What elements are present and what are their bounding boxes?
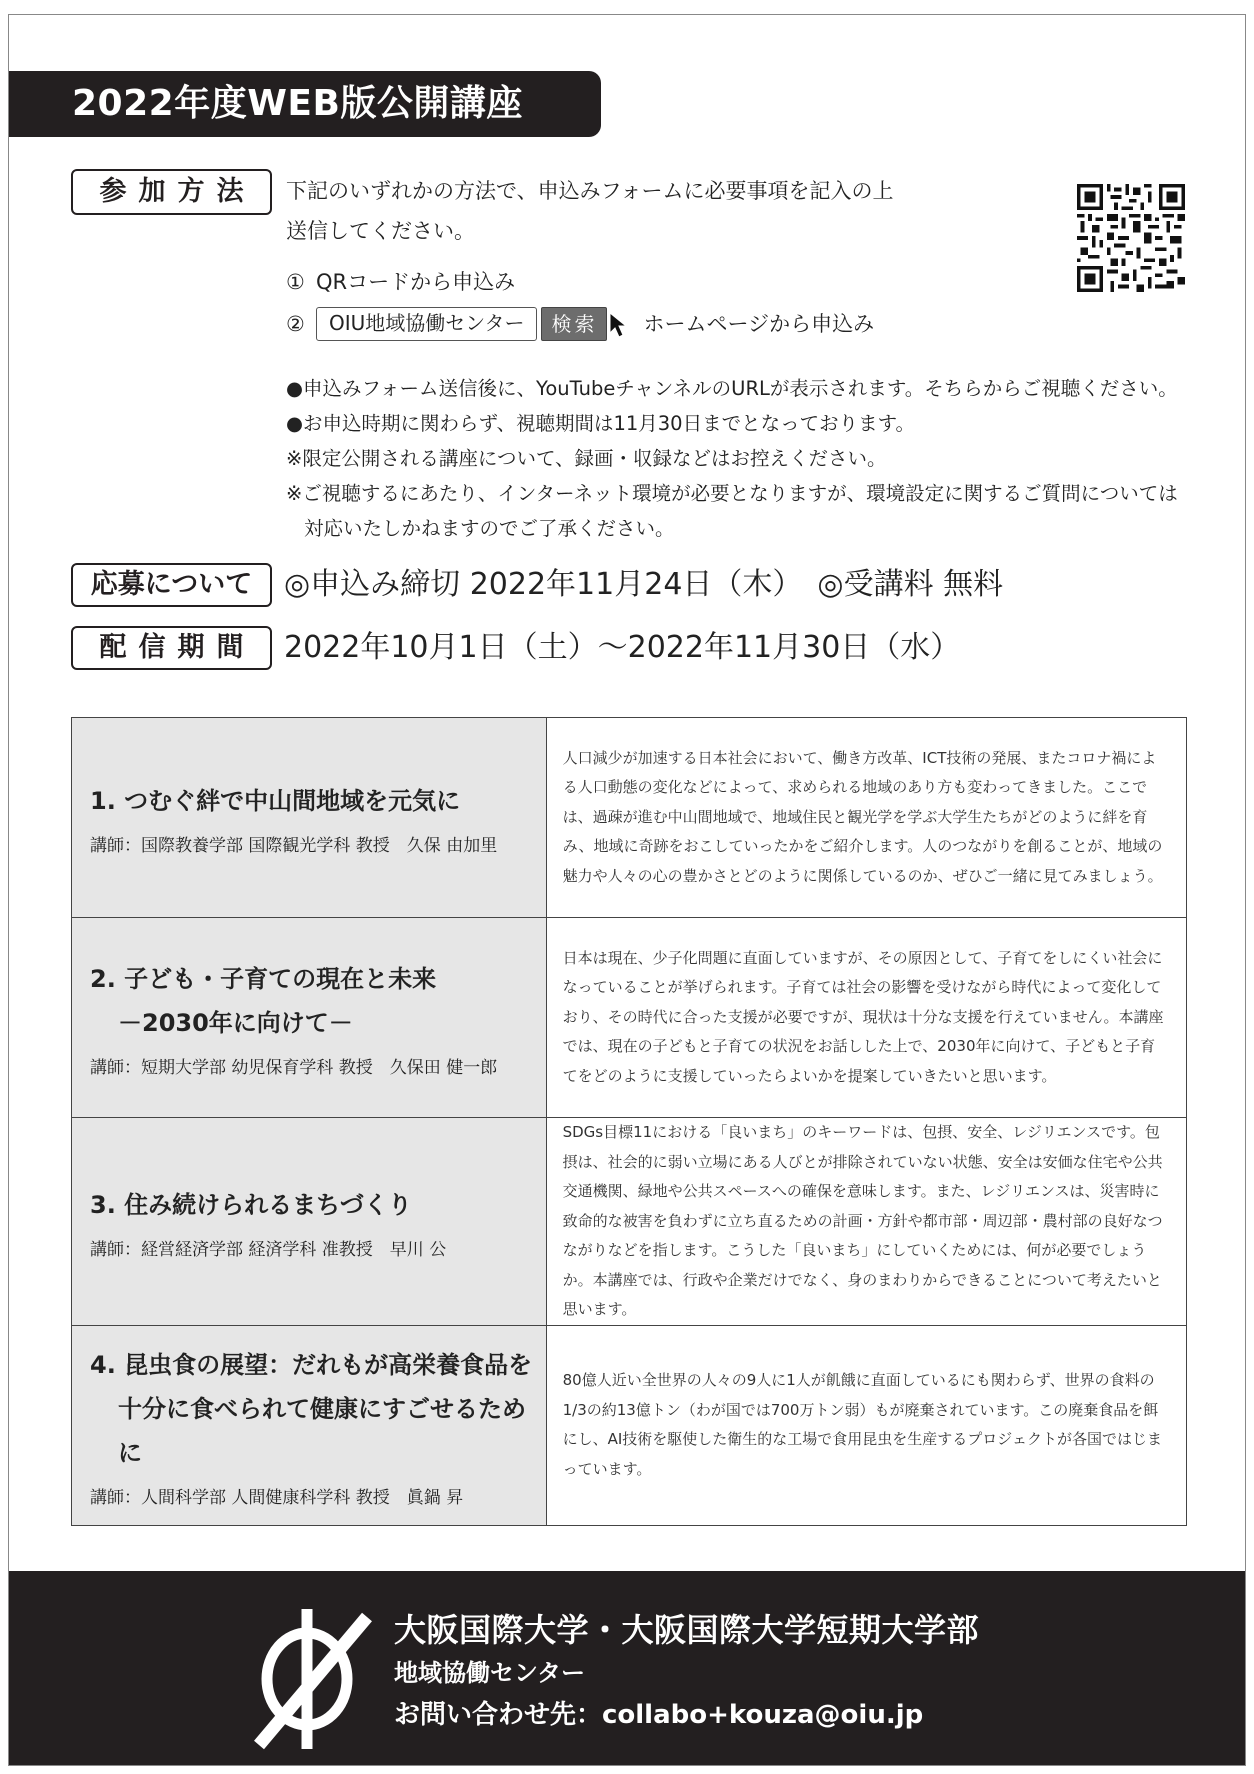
lecture-description: SDGs目標11における「良いまち」のキーワードは、包摂、安全、レジリエンスです。包摂は、社会的に弱い立場にある人びとが排除されていない状態、安全は安価な住宅や公共交通機関、緑地や公共スペースへの確保を意味します。また、レジリエンスは、災害時に致命的な被害を負わずに立ち直るための計画・方針や都市部・周辺部・農村部の良好なつながりなどを指します。こうした「良いまち」にしていくためには、何が必要でしょうか。本講座では、行政や企業だけでなく、身のまわりからできることについて考えたいと思います。 [546,1118,1186,1326]
lecture-title [90,957,546,1045]
streaming-period: 2022年10月1日（土）～2022年11月30日（水） [284,630,961,665]
participation-label: 参加方法 [71,169,272,215]
contact-email: お問い合わせ先：collabo+kouza@oiu.jp [394,1700,924,1730]
university-name: 大阪国際大学・大阪国際大学短期大学部 [394,1611,980,1649]
search-button: 検索 [541,307,607,341]
application-label: 応募について [71,563,272,607]
lectures-table [71,717,1187,1526]
method-1-text: QRコードから申込み [316,270,516,294]
note-item: ●申込みフォーム送信後に、YouTubeチャンネルのURLが表示されます。そちらからご視聴ください。 [286,377,1178,400]
table-row [72,1325,1187,1525]
lecture-description: 人口減少が加速する日本社会において、働き方改革、ICT技術の発展、またコロナ禍による人口動態の変化などによって、求められる地域のあり方も変わってきました。ここでは、過疎が進む中山間地域で、地域住民と観光学を学ぶ大学生たちがどのように絆を育み、地域に奇跡をおこしていったかをご紹介します。人のつながりを創ることが、地域の魅力や人々の心の豊かさとどのように関係しているのか、ぜひご一緒に見てみましょう。 [546,718,1186,918]
page-title: 2022年度WEB版公開講座 [9,71,601,137]
lecture-description: 日本は現在、少子化問題に直面していますが、その原因として、子育てをしにくい社会になっていることが挙げられます。子育ては社会の影響を受けながら時代によって変化しており、その時代に合った支援が必要ですが、現状は十分な支援を行えていません。本講座では、現在の子どもと子育ての状況をお話しした上で、2030年に向けて、子どもと子育てをどのように支援していったらよいかを提案していきたいと思います。 [546,918,1186,1118]
center-name: 地域協働センター [394,1659,586,1687]
lecture-info [72,1325,547,1525]
lecture-info [72,1118,547,1326]
method-homepage [286,303,874,345]
method-qr [286,261,874,303]
lecture-instructor: 講師：経営経済学部 経済学科 准教授 早川 公 [90,1239,447,1260]
note-item: 対応いたしかねますのでご了承ください。 [304,517,675,540]
footer [9,1571,1246,1766]
university-logo-icon [249,1595,379,1755]
application-methods [286,261,874,345]
cursor-arrow-icon [607,307,633,341]
method-2-number: ② [286,312,305,336]
table-row [72,718,1187,918]
method-2-text: ホームページから申込み [643,312,875,336]
note-item: ●お申込時期に関わらず、視聴期間は11月30日までとなっております。 [286,412,916,435]
lecture-subtitle: 十分に食べられて健康にすごせるために [118,1394,526,1467]
lecture-instructor: 講師：国際教養学部 国際観光学科 教授 久保 由加里 [90,836,498,856]
table-row [72,918,1187,1118]
lecture-info [72,718,547,918]
intro-line-1: 下記のいずれかの方法で、申込みフォームに必要事項を記入の上 [286,179,894,203]
lecture-instructor: 講師：人間科学部 人間健康科学科 教授 眞鍋 昇 [90,1487,464,1508]
participation-intro [286,171,894,251]
search-term-box: OIU地域協働センター [316,307,537,341]
qr-code-icon [1077,184,1185,292]
table-row [72,1118,1187,1326]
deadline-and-fee: ◎申込み締切 2022年11月24日（木） ◎受講料 無料 [284,567,1004,602]
notes-list [286,371,1178,546]
lecture-subtitle: －2030年に向けて－ [118,1009,353,1037]
lecture-title-text: 4. 昆虫食の展望：だれもが高栄養食品を [90,1350,533,1379]
footer-text [394,1607,979,1737]
lecture-title-text: 1. つむぐ絆で中山間地域を元気に [90,787,461,815]
lecture-title-text: 3. 住み続けられるまちづくり [90,1190,412,1219]
lecture-description: 80億人近い全世界の人々の9人に1人が飢餓に直面しているにも関わらず、世界の食料の1/3の約13億トン（わが国では700万トン弱）もが廃棄されています。この廃棄食品を餌にし、AI技術を駆使した衛生的な工場で食用昆虫を生産するプロジェクトが各国ではじまっています。 [546,1325,1186,1525]
note-item: ※限定公開される講座について、録画・収録などはお控えください。 [286,447,887,470]
note-item: ※ご視聴するにあたり、インターネット環境が必要となりますが、環境設定に関するご質問については [286,482,1178,505]
lecture-title [90,1183,546,1227]
lecture-info [72,918,547,1118]
method-1-number: ① [286,270,305,294]
lecture-title-text: 2. 子ども・子育ての現在と未来 [90,965,437,993]
lecture-title [90,779,546,823]
lecture-instructor: 講師：短期大学部 幼児保育学科 教授 久保田 健一郎 [90,1058,498,1078]
flyer-page [8,14,1246,1766]
intro-line-2: 送信してください。 [286,219,475,243]
streaming-label: 配信期間 [71,626,272,670]
lecture-title [90,1343,546,1475]
